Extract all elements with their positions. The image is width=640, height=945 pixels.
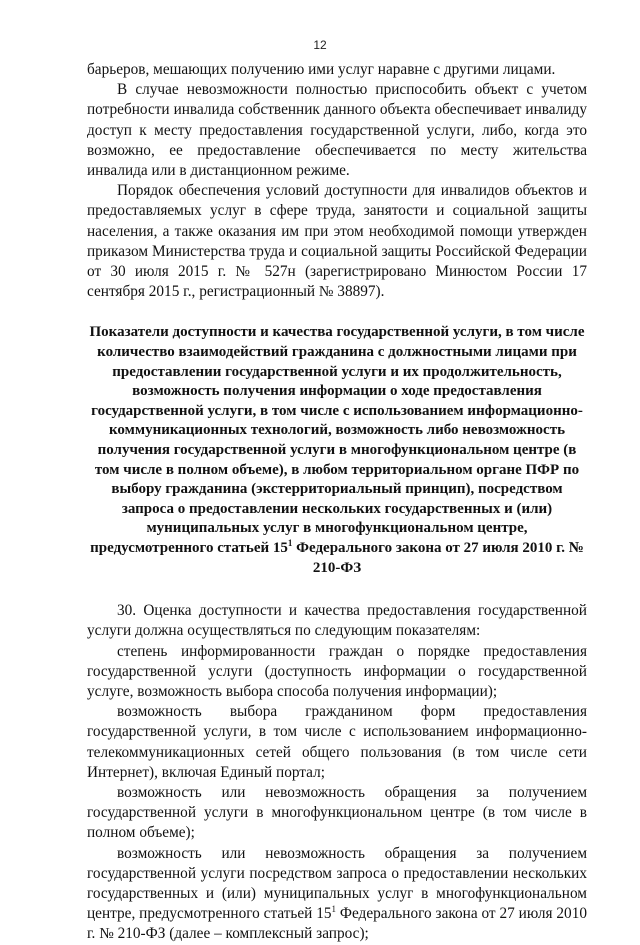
paragraph-text: возможность или невозможность обращения за получением государственной услуги посредством запроса о предоставлении нескольких государственных и (или) муниципальных услуг в многофункциональном центре, предусмотренного статьей 15 xyxy=(87,844,587,923)
paragraph xyxy=(87,844,587,945)
paragraph-tail: Федерального закона от 27 июля 2010 г. № 210-ФЗ (далее – комплексный запрос); xyxy=(87,905,587,943)
document-body xyxy=(87,60,587,945)
section-heading xyxy=(87,323,587,578)
heading-superscript: 1 xyxy=(287,537,293,548)
paragraph: возможность или невозможность обращения за получением государственной услуги в многофункциональном центре (в том числе в полном объеме); xyxy=(87,783,587,842)
paragraph-superscript: 1 xyxy=(331,904,336,915)
paragraph: барьеров, мешающих получению ими услуг наравне с другими лицами. xyxy=(87,61,556,78)
paragraph: степень информированности граждан о порядке предоставления государственной услуги (доступность информации о государственной услуге, возможность выбора способа получения информации); xyxy=(87,642,587,700)
heading-text: Показатели доступности и качества государственной услуги, в том числе количество взаимодействий гражданина с должностными лицами при предоставлении государственной услуги и их продолжительность, возможность получения информации о ходе предоставления государственной услуги, в том числе с использованием информационно-коммуникационных технологий, возможность либо невозможность получения государственной услуги в многофункциональном центре (в том числе в полном объеме), в любом территориальном органе ПФР по выбору гражданина (экстерриториальный принцип), посредством запроса о предоставлении нескольких государственных и (или) муниципальных услуг в многофункциональном центре, предусмотренного статьей 15 xyxy=(89,324,585,556)
paragraph: В случае невозможности полностью приспособить объект с учетом потребности инвалида собственник данного объекта обеспечивает инвалиду доступ к месту предоставления государственной услуги, либо, когда это возможно, ее предоставление обеспечивается по месту жительства инвалида или в дистанционном режиме. xyxy=(87,81,587,180)
paragraph: 30. Оценка доступности и качества предоставления государственной услуги должна осуществляться по следующим показателям: xyxy=(87,602,587,640)
heading-tail: Федерального закона от 27 июля 2010 г. № 210-ФЗ xyxy=(296,539,584,576)
page-number: 12 xyxy=(313,38,327,52)
paragraph: Порядок обеспечения условий доступности для инвалидов объектов и предоставляемых услуг в сфере труда, занятости и социальной защиты населения, а также оказания им при этом необходимой помощи утвержден приказом Министерства труда и социальной защиты Российской Федерации от 30 июля 2015 г. № 527н (зарегистрировано Минюстом России 17 сентября 2015 г., регистрационный № 38897). xyxy=(87,182,587,301)
paragraph: возможность выбора гражданином форм предоставления государственной услуги, в том числе с использованием информационно-телекоммуникационных сетей общего пользования (в том числе сети Интернет), включая Единый портал; xyxy=(87,703,587,781)
